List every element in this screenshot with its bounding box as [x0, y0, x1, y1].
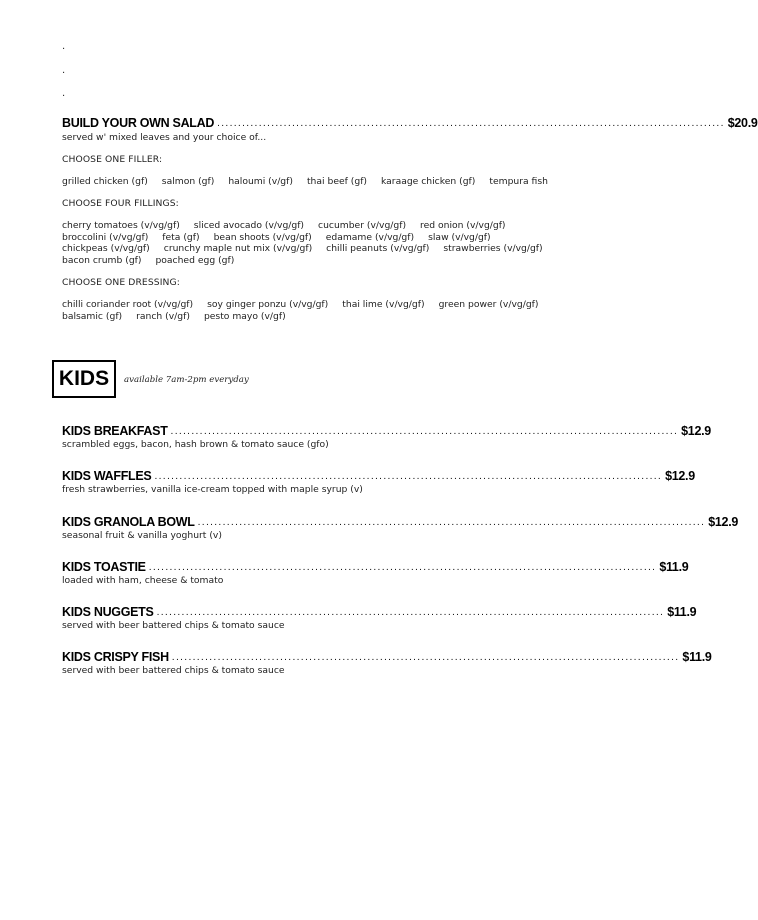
item-description: loaded with ham, cheese & tomato [62, 575, 224, 586]
option: feta (gf) [162, 232, 200, 243]
item-name: BUILD YOUR OWN SALAD [62, 115, 215, 131]
menu-item [62, 649, 712, 665]
bullet-dot: . [62, 65, 66, 76]
item-price: $11.9 [682, 650, 712, 664]
option: ranch (v/gf) [136, 311, 190, 322]
option: broccolini (v/vg/gf) [62, 232, 149, 243]
option: green power (v/vg/gf) [438, 299, 539, 310]
item-price: $11.9 [659, 560, 689, 574]
option: balsamic (gf) [62, 311, 123, 322]
option: pesto mayo (v/gf) [203, 311, 286, 322]
fillings-row [62, 232, 505, 243]
menu-item [62, 423, 711, 439]
item-description: scrambled eggs, bacon, hash brown & tomato sauce (gfo) [62, 439, 329, 450]
fillings-row [62, 255, 248, 266]
filler-heading: CHOOSE ONE FILLER: [62, 154, 163, 165]
menu-item [62, 559, 689, 575]
fillings-row [62, 220, 520, 231]
fillings-heading: CHOOSE FOUR FILLINGS: [62, 198, 179, 209]
option: poached egg (gf) [155, 255, 235, 266]
item-name: KIDS TOASTIE [62, 559, 146, 575]
item-name: KIDS NUGGETS [62, 604, 154, 620]
dot-leader: .......................................................................................................................... [217, 119, 725, 129]
dot-leader: .......................................................................................................................... [156, 608, 665, 618]
option: grilled chicken (gf) [62, 176, 148, 187]
option: chilli peanuts (v/vg/gf) [326, 243, 430, 254]
option: cherry tomatoes (v/vg/gf) [62, 220, 180, 231]
filler-options [62, 176, 562, 187]
dot-leader: .......................................................................................................................... [197, 518, 706, 528]
option: thai lime (v/vg/gf) [342, 299, 425, 310]
menu-item-salad [62, 115, 758, 131]
dressing-row [62, 311, 300, 322]
option: chilli coriander root (v/vg/gf) [62, 299, 194, 310]
kids-section-badge [52, 360, 116, 398]
option: cucumber (v/vg/gf) [318, 220, 407, 231]
item-description: served w' mixed leaves and your choice of... [62, 132, 267, 143]
dot-leader: .......................................................................................................................... [170, 427, 679, 437]
option: thai beef (gf) [306, 176, 368, 187]
option: edamame (v/vg/gf) [325, 232, 415, 243]
option: karaage chicken (gf) [381, 176, 476, 187]
option: tempura fish [489, 176, 548, 187]
option: sliced avocado (v/vg/gf) [193, 220, 305, 231]
item-price: $12.9 [681, 424, 711, 438]
fillings-row [62, 243, 557, 254]
item-name: KIDS CRISPY FISH [62, 649, 169, 665]
option: chickpeas (v/vg/gf) [62, 243, 150, 254]
dot-leader: .......................................................................................................................... [148, 563, 657, 573]
option: bean shoots (v/vg/gf) [213, 232, 312, 243]
option: soy ginger ponzu (v/vg/gf) [207, 299, 329, 310]
item-price: $20.9 [727, 116, 758, 130]
section-title: KIDS [58, 367, 110, 390]
menu-item [62, 468, 695, 484]
item-name: KIDS WAFFLES [62, 468, 152, 484]
item-description: served with beer battered chips & tomato sauce [62, 665, 285, 676]
bullet-dot: . [62, 41, 66, 52]
menu-item [62, 514, 739, 530]
item-description: seasonal fruit & vanilla yoghurt (v) [62, 530, 222, 541]
item-price: $12.9 [665, 469, 695, 483]
option: bacon crumb (gf) [62, 255, 142, 266]
item-name: KIDS GRANOLA BOWL [62, 514, 195, 530]
dot-leader: .......................................................................................................................... [154, 472, 663, 482]
item-name: KIDS BREAKFAST [62, 423, 168, 439]
menu-item [62, 604, 697, 620]
dressing-row [62, 299, 552, 310]
option: crunchy maple nut mix (v/vg/gf) [163, 243, 313, 254]
item-description: served with beer battered chips & tomato sauce [62, 620, 285, 631]
dot-leader: .......................................................................................................................... [171, 653, 680, 663]
item-price: $11.9 [667, 605, 697, 619]
availability-note: available 7am-2pm everyday [124, 375, 249, 385]
bullet-dot: . [62, 88, 66, 99]
dressing-heading: CHOOSE ONE DRESSING: [62, 277, 180, 288]
item-price: $12.9 [708, 515, 739, 529]
option: salmon (gf) [161, 176, 215, 187]
option: strawberries (v/vg/gf) [443, 243, 543, 254]
item-description: fresh strawberries, vanilla ice-cream topped with maple syrup (v) [62, 484, 363, 495]
option: red onion (v/vg/gf) [420, 220, 506, 231]
option: haloumi (v/gf) [228, 176, 293, 187]
option: slaw (v/vg/gf) [428, 232, 491, 243]
